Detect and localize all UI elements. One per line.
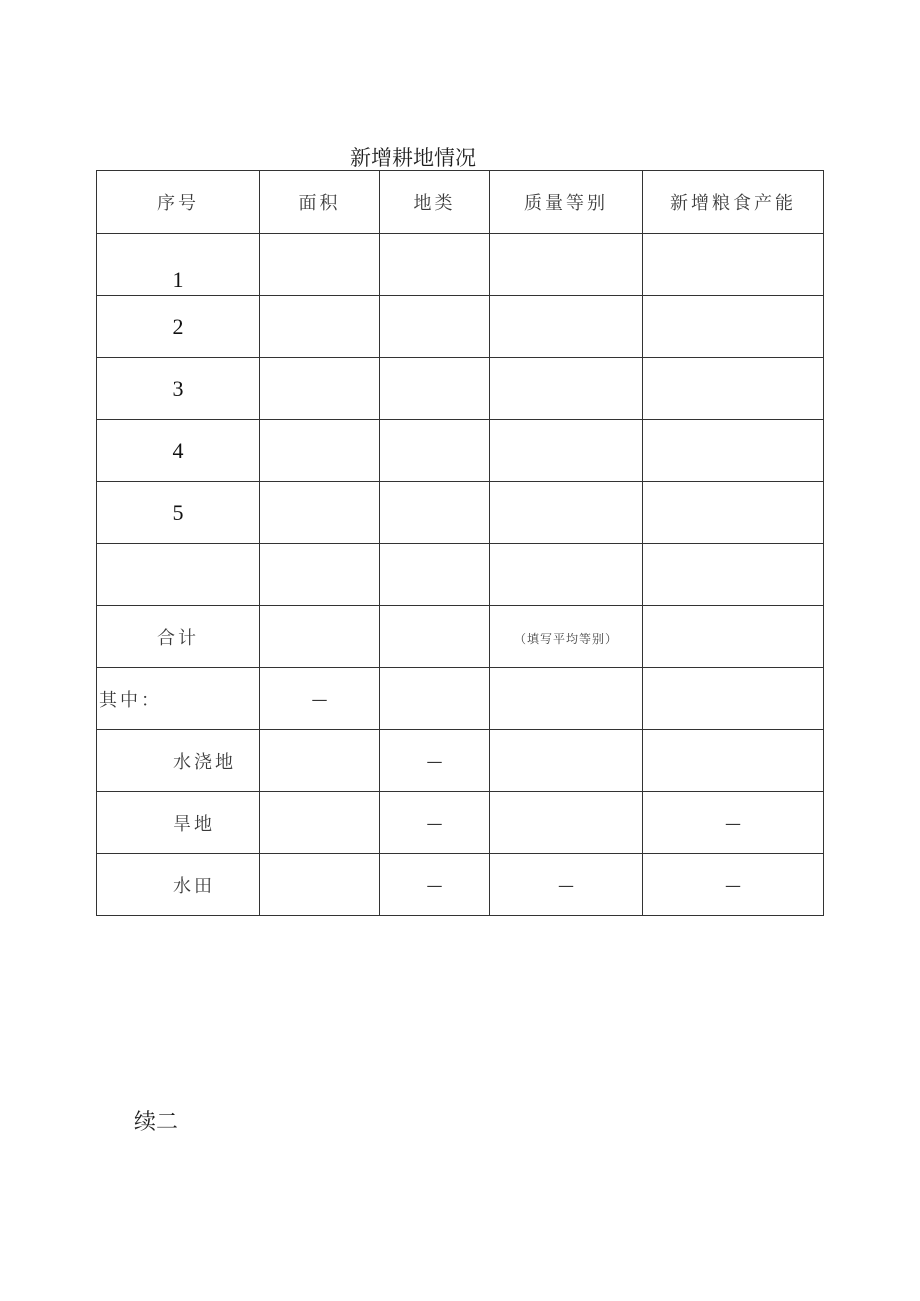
paddy-field-label: 水田 [173,875,215,897]
land-type-cell[interactable] [380,668,490,730]
table-row [97,234,824,296]
land-type-cell[interactable] [380,606,490,668]
total-label: 合计 [157,627,199,649]
not-applicable-dash: — [725,875,741,895]
capacity-cell[interactable] [643,482,824,544]
row-index: 5 [172,499,184,525]
capacity-cell[interactable] [643,668,824,730]
land-type-cell[interactable] [380,420,490,482]
quality-cell[interactable] [490,606,643,668]
quality-cell [490,854,643,916]
land-type-cell[interactable] [380,482,490,544]
breakdown-label-cell [97,668,260,730]
total-row [97,606,824,668]
area-cell[interactable] [260,482,380,544]
table-title: 新增耕地情况 [350,146,476,170]
table-row [97,420,824,482]
row-index-cell [97,358,260,420]
area-cell[interactable] [260,792,380,854]
land-type-cell [380,854,490,916]
irrigated-land-label: 水浇地 [173,751,236,773]
total-label-cell [97,606,260,668]
paddy-field-row [97,854,824,916]
capacity-cell[interactable] [643,544,824,606]
table-row [97,482,824,544]
row-index-cell [97,544,260,606]
area-cell[interactable] [260,544,380,606]
quality-cell[interactable] [490,730,643,792]
not-applicable-dash: — [426,751,443,771]
row-index-cell [97,420,260,482]
quality-cell[interactable] [490,234,643,296]
average-grade-note: （填写平均等别） [513,631,618,646]
continuation-label: 续二 [134,1110,179,1135]
header-area: 面积 [260,171,380,234]
row-index: 2 [172,313,184,339]
quality-cell[interactable] [490,792,643,854]
capacity-cell[interactable] [643,234,824,296]
paddy-label-cell [97,854,260,916]
not-applicable-dash: — [311,689,328,709]
area-cell[interactable] [260,296,380,358]
header-grain-capacity: 新增粮食产能 [643,171,824,234]
area-cell [260,668,380,730]
header-row [97,171,824,234]
irrigated-land-row [97,730,824,792]
land-type-cell[interactable] [380,234,490,296]
irrigated-label-cell [97,730,260,792]
quality-cell[interactable] [490,296,643,358]
dry-label-cell [97,792,260,854]
breakdown-label: 其中： [99,689,162,711]
area-cell[interactable] [260,358,380,420]
row-index-cell [97,296,260,358]
quality-cell[interactable] [490,420,643,482]
capacity-cell[interactable] [643,730,824,792]
row-index: 4 [172,437,184,463]
area-cell[interactable] [260,606,380,668]
header-index: 序号 [97,171,260,234]
area-cell[interactable] [260,730,380,792]
capacity-cell[interactable] [643,358,824,420]
new-farmland-table [96,170,824,916]
land-type-cell[interactable] [380,358,490,420]
dry-land-label: 旱地 [173,813,215,835]
land-type-cell[interactable] [380,544,490,606]
not-applicable-dash: — [558,875,574,895]
quality-cell[interactable] [490,668,643,730]
breakdown-row [97,668,824,730]
row-index: 1 [172,266,184,292]
row-index-cell [97,482,260,544]
capacity-cell[interactable] [643,606,824,668]
quality-cell[interactable] [490,544,643,606]
land-type-cell [380,792,490,854]
area-cell[interactable] [260,234,380,296]
table-row [97,296,824,358]
header-land-type: 地类 [380,171,490,234]
land-type-cell[interactable] [380,296,490,358]
quality-cell[interactable] [490,358,643,420]
table-row [97,358,824,420]
table-row [97,544,824,606]
header-quality-grade: 质量等别 [490,171,643,234]
capacity-cell [643,854,824,916]
capacity-cell[interactable] [643,296,824,358]
not-applicable-dash: — [426,813,443,833]
dry-land-row [97,792,824,854]
area-cell[interactable] [260,420,380,482]
row-index-cell [97,234,260,296]
quality-cell[interactable] [490,482,643,544]
not-applicable-dash: — [725,813,741,833]
land-type-cell [380,730,490,792]
not-applicable-dash: — [426,875,443,895]
row-index: 3 [172,375,184,401]
area-cell[interactable] [260,854,380,916]
capacity-cell [643,792,824,854]
capacity-cell[interactable] [643,420,824,482]
